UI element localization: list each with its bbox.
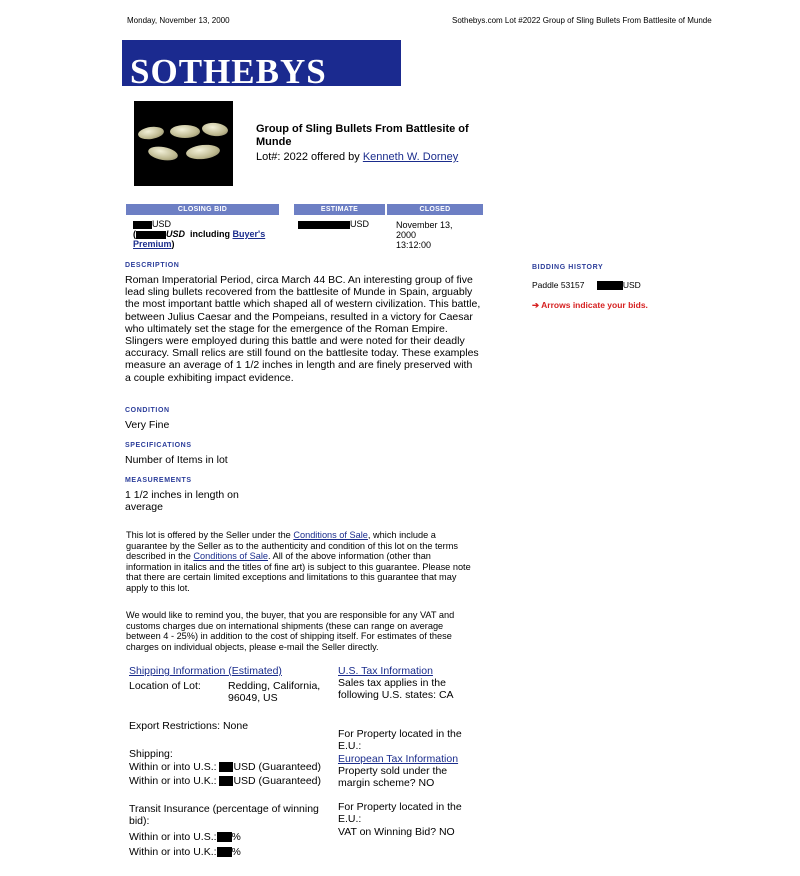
conditions-text: This lot is offered by the Seller under the [126,530,294,540]
description-label: DESCRIPTION [125,262,180,269]
closed-header: CLOSED [387,204,483,215]
specifications-label: SPECIFICATIONS [125,442,192,449]
including-text: including [190,229,231,239]
specifications-value: Number of Items in lot [125,454,228,466]
percent-sign: % [231,846,241,858]
conditions-of-sale-link[interactable]: Conditions of Sale [293,530,368,540]
shipping-uk-row [129,775,321,787]
closing-bid-currency: USD [152,219,172,229]
shipping-us-row [129,761,321,773]
redacted-value [217,847,232,857]
lot-thumbnail-image[interactable] [134,101,233,186]
shipping-us-value: USD (Guaranteed) [233,761,321,773]
conditions-text: , which include a guarantee by the Seller as to the authenticity and condition of this lot on the terms described in the [126,530,458,562]
shipping-uk-value: USD (Guaranteed) [233,775,321,787]
measurements-value: 1 1/2 inches in length on average [125,489,239,514]
redacted-value [597,281,623,290]
print-page-title: Sothebys.com Lot #2022 Group of Sling Bullets From Battlesite of Munde [452,16,712,25]
estimate-currency: USD [350,219,370,229]
lot-line [256,151,458,163]
condition-value: Very Fine [125,419,170,431]
margin-scheme-text: Property sold under the margin scheme? NO [338,765,448,789]
redacted-value [219,776,233,786]
redacted-value [298,221,350,229]
shipping-us-label: Within or into U.S.: [129,761,217,773]
conditions-of-sale-link[interactable]: Conditions of Sale [193,551,268,562]
sling-bullet-image [147,144,179,162]
shipping-label: Shipping: [129,748,173,760]
sling-bullet-image [201,122,228,138]
closing-bid-currency-with-premium: USD [166,229,186,239]
closing-bid-header: CLOSING BID [126,204,279,215]
export-restrictions: Export Restrictions: None [129,720,249,732]
conditions-of-sale-paragraph [126,530,478,594]
bid-currency: USD [622,280,641,290]
vat-winning-bid-text: VAT on Winning Bid? NO [338,826,455,838]
buyers-premium-link[interactable]: Buyer's Premium [133,229,266,249]
vat-reminder-paragraph: We would like to remind you, the buyer, that you are responsible for any VAT and customs charges due on international shipments (these can range on average between 4 - 25%) in addition to the cost of shipping itself. For estimates of these charges on individual objects, please e-mail the Seller directly. [126,610,455,652]
seller-link[interactable]: Kenneth W. Dorney [362,151,459,163]
shipping-info-link[interactable]: Shipping Information (Estimated) [129,665,282,677]
eu-property-intro: For Property located in the E.U.: [338,728,462,752]
sling-bullet-image [137,125,164,141]
transit-us-row [129,831,241,843]
redacted-value [133,221,152,229]
conditions-text: . All of the above information (other than information in italics and the titles of fine art) is subject to this guarantee. Please note that there are certain limited exceptions and limitations to this guarantee that may apply to this lot. [126,551,471,593]
lot-title: Group of Sling Bullets From Battlesite of Munde [256,123,469,148]
european-tax-info-link[interactable]: European Tax Information [338,753,459,765]
estimate-header: ESTIMATE [294,204,385,215]
transit-us-label: Within or into U.S.: [129,831,217,843]
closed-time: 13:12:00 [396,240,432,250]
sothebys-logo[interactable] [122,40,401,91]
shipping-uk-label: Within or into U.K.: [129,775,217,787]
paddle-number: Paddle 53157 [532,280,585,290]
bidding-history-row [532,280,641,290]
sling-bullet-image [170,125,200,138]
percent-sign: % [231,831,241,843]
closed-date: November 13, 2000 [396,220,453,240]
location-value: Redding, California, 96049, US [228,680,321,704]
closed-cell [396,220,466,250]
transit-uk-row [129,846,241,858]
location-label: Location of Lot: [129,680,201,692]
redacted-value [217,832,232,842]
bidding-history-label: BIDDING HISTORY [532,264,604,271]
transit-uk-label: Within or into U.K.: [129,846,217,858]
condition-label: CONDITION [125,407,170,414]
page-date: Monday, November 13, 2000 [127,16,230,25]
measurements-label: MEASUREMENTS [125,477,192,484]
description-text: Roman Imperatorial Period, circa March 44 BC. An interesting group of five lead sling bullets recovered from the battlesite of Munde in Spain, arguably the most important battle which shaped all of western civilization. This battle, between Julius Caesar and the Pompeians, resulted in a victory for Caesar who ultimately set the stage for the emergence of the Roman Empire. Slingers were employed during this battle and were noted for their deadly accuracy. Small relics are still found on the battlesite today. These examples measure an average of 1 1/2 inches in length and are finely preserved with a couple exhibiting impact evidence. [125,274,481,384]
estimate-cell [298,219,369,229]
logo-text: SOTHEBYS [130,52,327,91]
us-tax-info-link[interactable]: U.S. Tax Information [338,665,433,677]
lot-number-text: Lot#: 2022 offered by [256,151,360,163]
redacted-value [219,762,233,772]
eu-property-intro-2: For Property located in the E.U.: [338,801,462,825]
transit-insurance-label: Transit Insurance (percentage of winning bid): [129,803,319,827]
arrows-indicate-bids-note: ➔ Arrows indicate your bids. [532,300,648,310]
us-tax-text: Sales tax applies in the following U.S. states: CA [338,677,454,701]
redacted-value [136,231,166,239]
sling-bullet-image [185,143,220,160]
closing-bid-cell: USD ( USD including Buyer's Premium) [133,219,266,249]
